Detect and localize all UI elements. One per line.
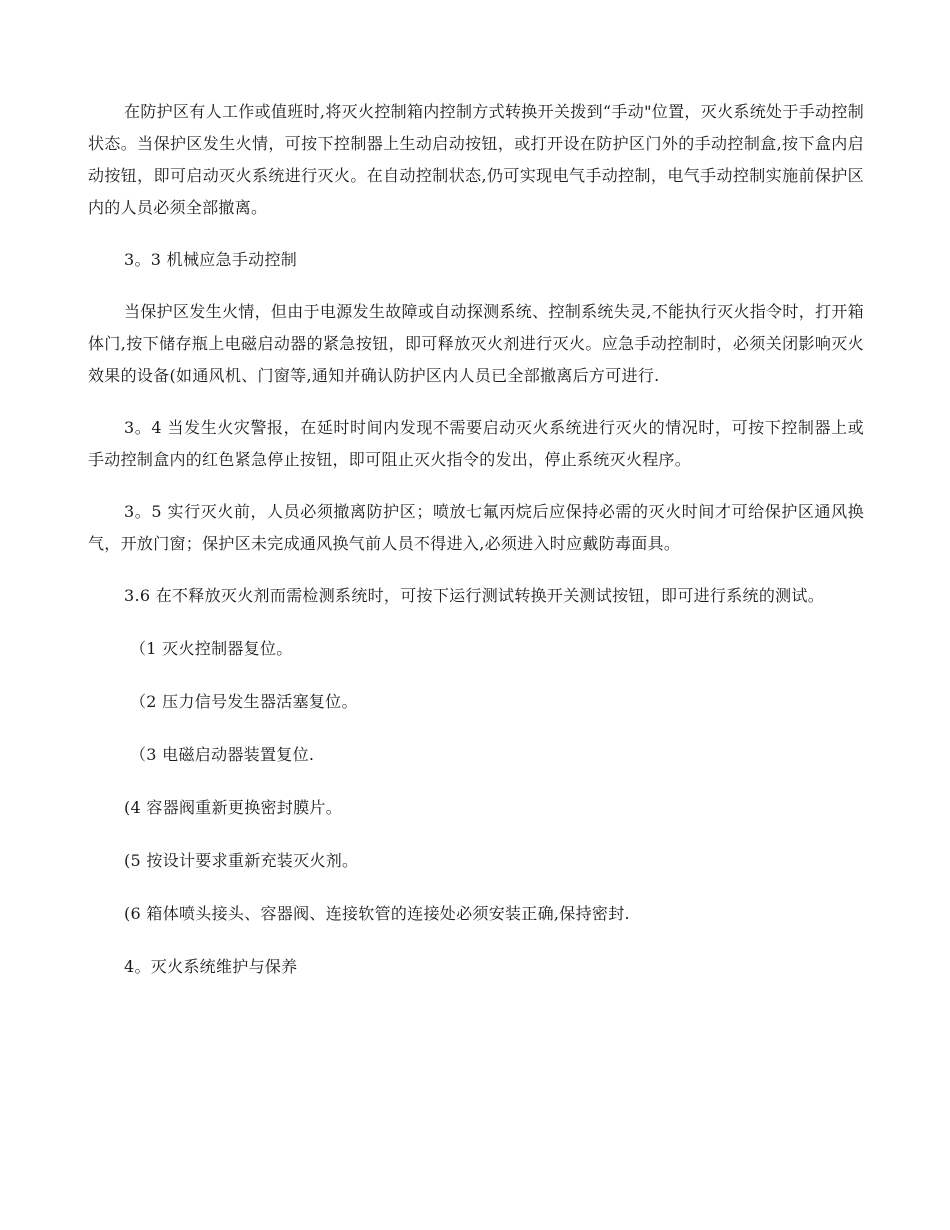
list-item: (6 箱体喷头接头、容器阀、连接软管的连接处必须安装正确,保持密封. bbox=[124, 904, 630, 923]
heading-section-4: 4。灭火系统维护与保养 bbox=[124, 957, 298, 976]
list-item: （3 电磁启动器装置复位. bbox=[130, 745, 315, 764]
paragraph-3-4: 3。4 当发生火灾警报，在延时时间内发现不需要启动灭火系统进行灭火的情况时，可按下控制器上或手动控制盒内的红色紧急停止按钮，即可阻止灭火指令的发出，停止系统灭火程序。 bbox=[88, 418, 864, 469]
list-item: (4 容器阀重新更换密封膜片。 bbox=[124, 798, 343, 817]
list-item: (5 按设计要求重新充装灭火剂。 bbox=[124, 851, 359, 870]
paragraph-3-5: 3。5 实行灭火前，人员必须撤离防护区；喷放七氟丙烷后应保持必需的灭火时间才可给保护区通风换气，开放门窗；保护区未完成通风换气前人员不得进入,必须进入时应戴防毒面具。 bbox=[88, 502, 864, 553]
paragraph-mechanical-emergency: 当保护区发生火情，但由于电源发生故障或自动探测系统、控制系统失灵,不能执行灭火指令时，打开箱体门,按下储存瓶上电磁启动器的紧急按钮，即可释放灭火剂进行灭火。应急手动控制时，必须关闭影响灭火效果的设备(如通风机、门窗等,通知并确认防护区内人员已全部撤离后方可进行. bbox=[88, 302, 864, 385]
paragraph-3-6: 3.6 在不释放灭火剂而需检测系统时，可按下运行测试转换开关测试按钮，即可进行系统的测试。 bbox=[124, 586, 825, 605]
list-item: （2 压力信号发生器活塞复位。 bbox=[130, 692, 358, 711]
document-body bbox=[88, 96, 864, 983]
heading-3-3: 3。3 机械应急手动控制 bbox=[124, 250, 298, 269]
paragraph-manual-control: 在防护区有人工作或值班时,将灭火控制箱内控制方式转换开关拨到“手动"位置，灭火系统处于手动控制状态。当保护区发生火情，可按下控制器上生动启动按钮，或打开设在防护区门外的手动控制盒,按下盒内启动按钮，即可启动灭火系统进行灭火。在自动控制状态,仍可实现电气手动控制，电气手动控制实施前保护区内的人员必须全部撤离。 bbox=[88, 102, 864, 217]
list-item: （1 灭火控制器复位。 bbox=[130, 639, 293, 658]
